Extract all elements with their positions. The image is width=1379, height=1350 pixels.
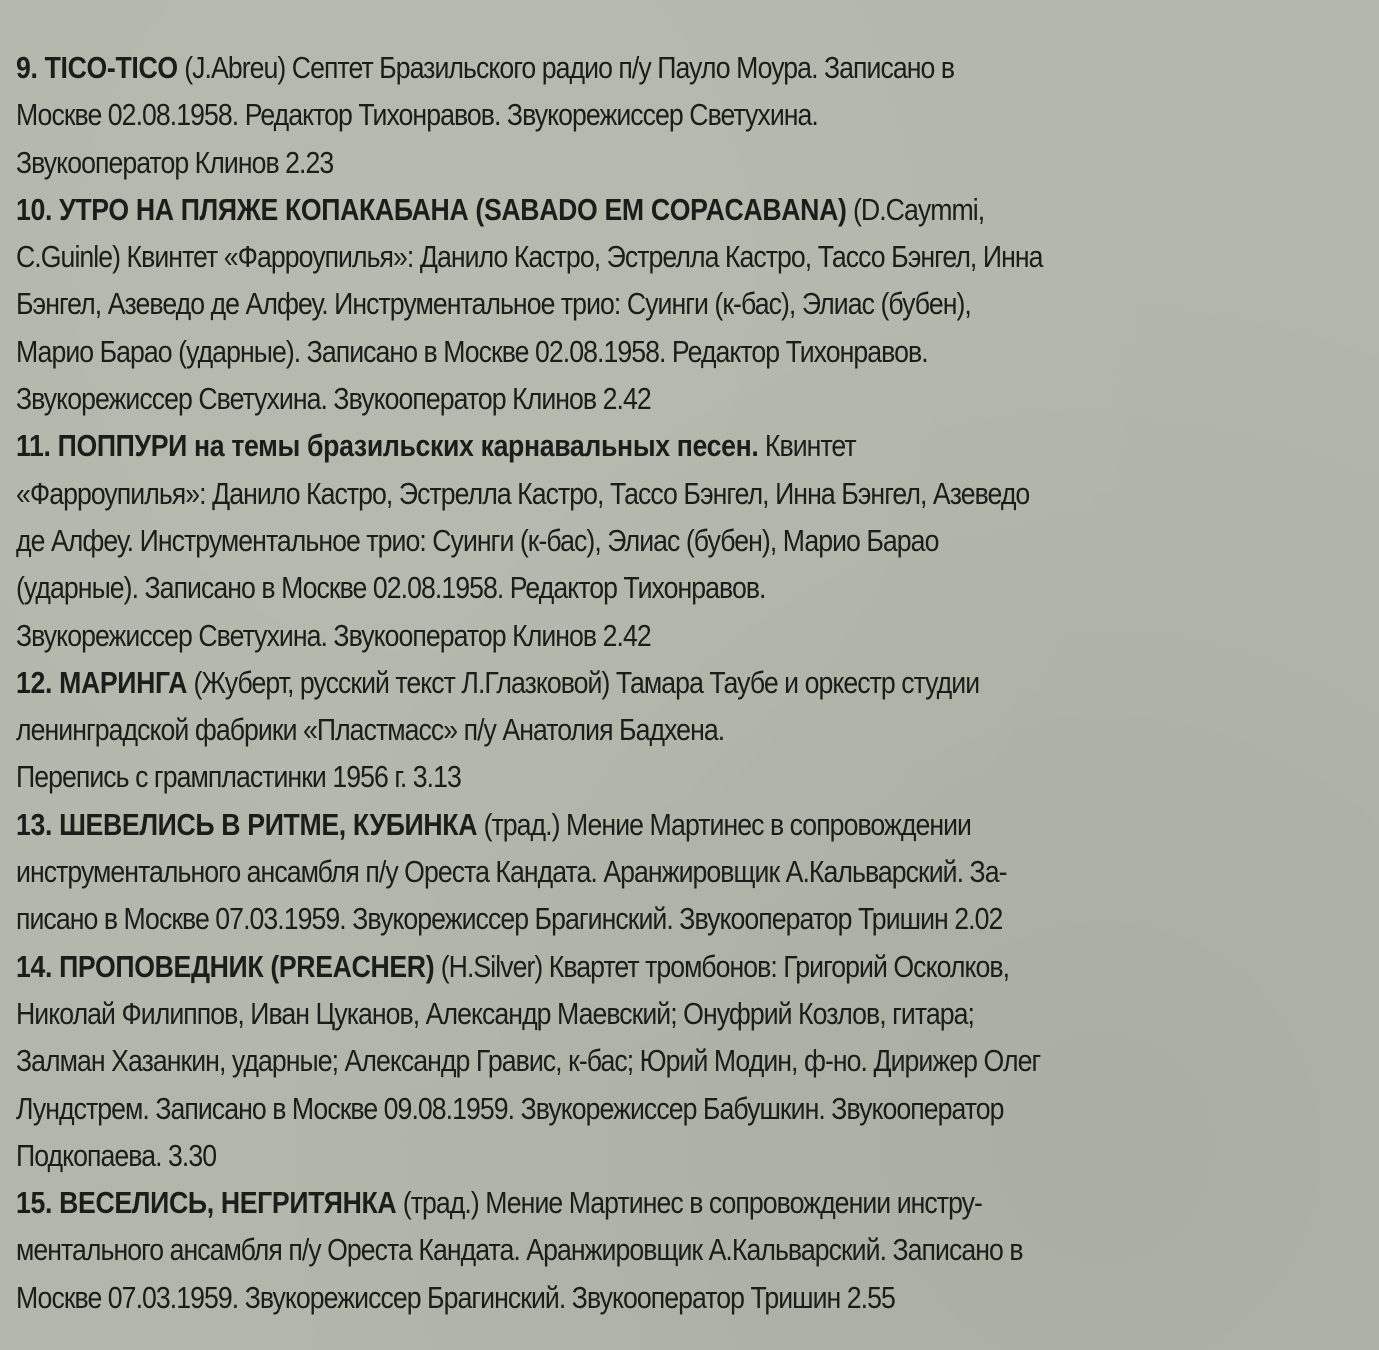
track-entry — [16, 659, 1365, 801]
track-text-line — [16, 801, 1176, 848]
track-title: 10. УТРО НА ПЛЯЖЕ КОПАКАБАНА (SABADO EM COPACABANA) — [16, 191, 847, 227]
track-text-line — [16, 1226, 1176, 1273]
track-credits: Николай Филиппов, Иван Цуканов, Александр Маевский; Онуфрий Козлов, гитара; — [16, 995, 974, 1031]
track-credits: ментального ансамбля п/у Ореста Кандата. Аранжировщик А.Кальварский. Записано в — [16, 1232, 1023, 1268]
track-entry — [16, 943, 1365, 1179]
track-text-line — [16, 943, 1176, 990]
track-list — [16, 44, 1365, 1321]
track-credits: Москве 02.08.1958. Редактор Тихонравов. Звукорежиссер Светухина. — [16, 97, 818, 133]
track-credits: Квинтет — [758, 428, 856, 464]
track-title: 12. МАРИНГА — [16, 664, 188, 700]
track-credits: Звукорежиссер Светухина. Звукооператор Клинов 2.42 — [16, 617, 651, 653]
track-credits: (D.Caymmi, — [846, 191, 985, 227]
track-text-line — [16, 612, 1176, 659]
track-title: 13. ШЕВЕЛИСЬ В РИТМЕ, КУБИНКА — [16, 806, 478, 842]
track-title: 11. ПОППУРИ на темы бразильских карнавальных песен. — [16, 428, 759, 464]
track-credits: Звукорежиссер Светухина. Звукооператор Клинов 2.42 — [16, 381, 651, 417]
track-title: 9. TICO-TICO — [16, 50, 178, 85]
track-text-line — [16, 1132, 1176, 1179]
track-text-line — [16, 422, 1176, 469]
track-text-line — [16, 848, 1176, 895]
track-credits: (трад.) Мение Мартинес в сопровождении инстру- — [396, 1185, 982, 1221]
track-text-line — [16, 564, 1176, 611]
track-credits: (H.Silver) Квартет тромбонов: Григорий Осколков, — [434, 948, 1010, 984]
track-credits: ленинградской фабрики «Пластмасс» п/у Анатолия Бадхена. — [16, 712, 725, 748]
track-credits: писано в Москве 07.03.1959. Звукорежиссер Брагинский. Звукооператор Тришин 2.02 — [16, 901, 1003, 937]
track-text-line — [16, 280, 1176, 327]
track-entry — [16, 801, 1365, 943]
track-credits: Перепись с грампластинки 1956 г. 3.13 — [16, 759, 461, 795]
track-title: 14. ПРОПОВЕДНИК (PREACHER) — [16, 948, 435, 984]
track-credits: Марио Барао (ударные). Записано в Москве 02.08.1958. Редактор Тихонравов. — [16, 333, 928, 369]
track-credits: Подкопаева. 3.30 — [16, 1137, 217, 1173]
track-title: 15. ВЕСЕЛИСЬ, НЕГРИТЯНКА — [16, 1185, 397, 1221]
track-credits: (ударные). Записано в Москве 02.08.1958. Редактор Тихонравов. — [16, 570, 766, 606]
track-credits: де Алфеу. Инструментальное трио: Суинги (к-бас), Элиас (бубен), Марио Барао — [16, 522, 939, 558]
track-credits: Бэнгел, Азеведо де Алфеу. Инструментальное трио: Суинги (к-бас), Элиас (бубен), — [16, 286, 971, 322]
track-text-line — [16, 706, 1176, 753]
track-credits: Лундстрем. Записано в Москве 09.08.1959. Звукорежиссер Бабушкин. Звукооператор — [16, 1090, 1004, 1126]
track-text-line — [16, 753, 1176, 800]
track-text-line — [16, 233, 1176, 280]
track-text-line — [16, 1085, 1176, 1132]
track-text-line — [16, 91, 1176, 138]
track-text-line — [16, 659, 1176, 706]
track-text-line — [16, 1179, 1176, 1226]
track-text-line — [16, 517, 1176, 564]
track-text-line — [16, 470, 1176, 517]
track-text-line — [16, 895, 1176, 942]
track-text-line — [16, 44, 1176, 91]
track-credits: Залман Хазанкин, ударные; Александр Гравис, к-бас; Юрий Модин, ф-но. Дирижер Олег — [16, 1043, 1041, 1079]
track-entry — [16, 186, 1365, 422]
track-text-line — [16, 1274, 1176, 1321]
track-credits: (трад.) Мение Мартинес в сопровождении — [477, 806, 972, 842]
track-credits: Москве 07.03.1959. Звукорежиссер Брагинский. Звукооператор Тришин 2.55 — [16, 1279, 895, 1315]
track-text-line — [16, 1037, 1176, 1084]
track-credits: «Фарроупилья»: Данило Кастро, Эстрелла Кастро, Тассо Бэнгел, Инна Бэнгел, Азеведо — [16, 475, 1030, 511]
track-text-line — [16, 990, 1176, 1037]
track-text-line — [16, 328, 1176, 375]
track-entry — [16, 1179, 1365, 1321]
track-text-line — [16, 375, 1176, 422]
track-text-line — [16, 186, 1176, 233]
track-entry — [16, 44, 1365, 186]
track-credits: (J.Abreu) Септет Бразильского радио п/у Пауло Моура. Записано в — [177, 50, 955, 85]
track-credits: (Жуберт, русский текст Л.Глазковой) Тамара Таубе и оркестр студии — [187, 664, 980, 700]
track-credits: инструментального ансамбля п/у Ореста Кандата. Аранжировщик А.Кальварский. За- — [16, 854, 1007, 890]
track-credits: Звукооператор Клинов 2.23 — [16, 144, 334, 180]
track-credits: C.Guinle) Квинтет «Фарроупилья»: Данило Кастро, Эстрелла Кастро, Тассо Бэнгел, Инна — [16, 239, 1043, 275]
track-entry — [16, 422, 1365, 658]
track-text-line — [16, 139, 1176, 186]
